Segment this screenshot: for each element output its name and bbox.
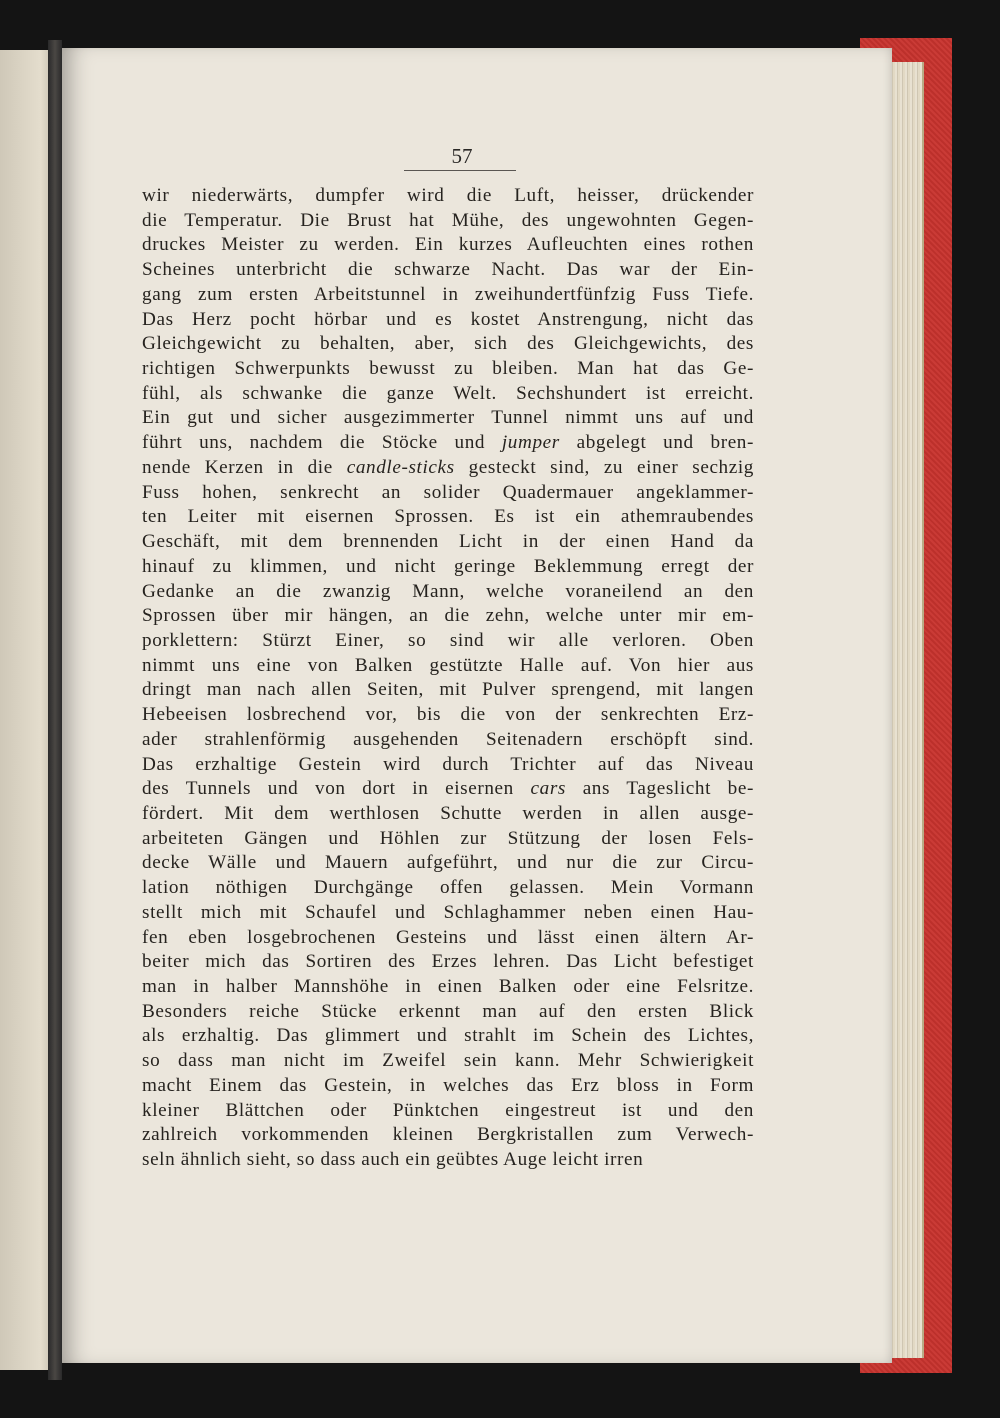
text-segment: decke Wälle und Mauern aufgeführt, und nur die zur Circu- xyxy=(142,852,754,874)
text-line xyxy=(142,950,754,975)
text-line xyxy=(142,406,754,431)
book-spine xyxy=(48,40,62,1380)
text-line xyxy=(142,382,754,407)
text-segment: abgelegt und bren- xyxy=(559,432,754,454)
text-segment: seln ähnlich sieht, so dass auch ein geübtes Auge leicht irren xyxy=(142,1149,644,1171)
text-segment: Sprossen über mir hängen, an die zehn, welche unter mir em- xyxy=(142,605,754,627)
text-segment: stellt mich mit Schaufel und Schlaghammer neben einen Hau- xyxy=(142,901,754,923)
text-segment: Ein gut und sicher ausgezimmerter Tunnel nimmt uns auf und xyxy=(142,407,754,429)
text-line xyxy=(142,1123,754,1148)
text-segment: fördert. Mit dem werthlosen Schutte werden in allen ausge- xyxy=(142,802,754,824)
text-line xyxy=(142,233,754,258)
text-segment: nende Kerzen in die xyxy=(142,456,347,478)
text-segment: nimmt uns eine von Balken gestützte Halle auf. Von hier aus xyxy=(142,654,754,676)
italic-term: candle-sticks xyxy=(346,456,455,478)
text-line xyxy=(142,827,754,852)
book-page xyxy=(62,48,892,1363)
page-number-rule xyxy=(404,170,516,171)
text-line xyxy=(142,530,754,555)
italic-term: jumper xyxy=(501,432,560,454)
text-line xyxy=(142,876,754,901)
text-segment: Besonders reiche Stücke erkennt man auf den ersten Blick xyxy=(142,1000,754,1022)
text-segment: Gleichgewicht zu behalten, aber, sich des Gleichgewichts, des xyxy=(142,333,754,355)
text-line xyxy=(142,258,754,283)
text-segment: hinauf zu klimmen, und nicht geringe Beklemmung erregt der xyxy=(142,555,754,577)
text-line xyxy=(142,1074,754,1099)
text-line xyxy=(142,728,754,753)
text-segment: porklettern: Stürzt Einer, so sind wir alle verloren. Oben xyxy=(142,629,754,651)
text-segment: lation nöthigen Durchgänge offen gelassen. Mein Vormann xyxy=(142,877,754,899)
text-line xyxy=(142,926,754,951)
text-line xyxy=(142,431,754,456)
text-segment: so dass man nicht im Zweifel sein kann. Mehr Schwierigkeit xyxy=(142,1050,754,1072)
text-line xyxy=(142,555,754,580)
text-line xyxy=(142,580,754,605)
text-segment: arbeiteten Gängen und Höhlen zur Stützung der losen Fels- xyxy=(142,827,754,849)
text-segment: Fuss hohen, senkrecht an solider Quadermauer angeklammer- xyxy=(142,481,754,503)
text-line xyxy=(142,308,754,333)
text-segment: Das Herz pocht hörbar und es kostet Anstrengung, nicht das xyxy=(142,308,754,330)
text-segment: die Temperatur. Die Brust hat Mühe, des ungewohnten Gegen- xyxy=(142,209,754,231)
text-segment: fühl, als schwanke die ganze Welt. Sechshundert ist erreicht. xyxy=(142,382,754,404)
text-line xyxy=(142,1024,754,1049)
text-line xyxy=(142,777,754,802)
text-segment: ten Leiter mit eisernen Sprossen. Es ist ein athemraubendes xyxy=(142,506,754,528)
text-segment: gesteckt sind, zu einer sechzig xyxy=(454,456,754,478)
text-line xyxy=(142,753,754,778)
text-segment: wir niederwärts, dumpfer wird die Luft, heisser, drückender xyxy=(142,185,754,206)
text-line xyxy=(142,654,754,679)
text-segment: man in halber Mannshöhe in einen Balken oder eine Felsritze. xyxy=(142,976,754,997)
text-segment: dringt man nach allen Seiten, mit Pulver sprengend, mit langen xyxy=(142,679,754,701)
text-line xyxy=(142,332,754,357)
text-line xyxy=(142,1099,754,1124)
text-line xyxy=(142,629,754,654)
text-segment: beiter mich das Sortiren des Erzes lehren. Das Licht befestiget xyxy=(142,951,754,973)
text-segment: Das erzhaltige Gestein wird durch Trichter auf das Niveau xyxy=(142,753,754,775)
text-line xyxy=(142,283,754,308)
page-number: 57 xyxy=(451,144,473,168)
text-line xyxy=(142,505,754,530)
text-segment: fen eben losgebrochenen Gesteins und lässt einen ältern Ar- xyxy=(142,926,754,948)
text-line xyxy=(142,851,754,876)
text-segment: druckes Meister zu werden. Ein kurzes Aufleuchten eines rothen xyxy=(142,234,754,256)
text-line xyxy=(142,481,754,506)
text-segment: Geschäft, mit dem brennenden Licht in der einen Hand da xyxy=(142,531,754,553)
text-segment: ans Tageslicht be- xyxy=(566,778,754,800)
text-line xyxy=(142,1000,754,1025)
text-segment: richtigen Schwerpunkts bewusst zu bleiben. Man hat das Ge- xyxy=(142,358,754,380)
text-line xyxy=(142,802,754,827)
body-text xyxy=(142,184,754,1173)
text-line xyxy=(142,901,754,926)
text-segment: des Tunnels und von dort in eisernen xyxy=(142,778,531,800)
text-segment: kleiner Blättchen oder Pünktchen eingestreut ist und den xyxy=(142,1099,754,1121)
text-line xyxy=(142,703,754,728)
text-line xyxy=(142,209,754,234)
text-segment: als erzhaltig. Das glimmert und strahlt im Schein des Lichtes, xyxy=(142,1025,754,1047)
text-line xyxy=(142,357,754,382)
text-line xyxy=(142,1049,754,1074)
text-segment: Scheines unterbricht die schwarze Nacht. Das war der Ein- xyxy=(142,259,754,281)
text-segment: Hebeeisen losbrechend vor, bis die von der senkrechten Erz- xyxy=(142,704,754,726)
text-line xyxy=(142,1148,754,1173)
text-line xyxy=(142,184,754,209)
text-line xyxy=(142,456,754,481)
text-line xyxy=(142,678,754,703)
text-segment: macht Einem das Gestein, in welches das Erz bloss in Form xyxy=(142,1074,754,1096)
text-line xyxy=(142,604,754,629)
text-line xyxy=(142,975,754,1000)
text-segment: zahlreich vorkommenden kleinen Bergkristallen zum Verwech- xyxy=(142,1124,754,1146)
text-segment: gang zum ersten Arbeitstunnel in zweihundertfünfzig Fuss Tiefe. xyxy=(142,283,754,305)
italic-term: cars xyxy=(530,778,566,800)
text-segment: führt uns, nachdem die Stöcke und xyxy=(142,432,502,454)
text-segment: Gedanke an die zwanzig Mann, welche voraneilend an den xyxy=(142,580,754,602)
text-segment: ader strahlenförmig ausgehenden Seitenadern erschöpft sind. xyxy=(142,728,754,750)
